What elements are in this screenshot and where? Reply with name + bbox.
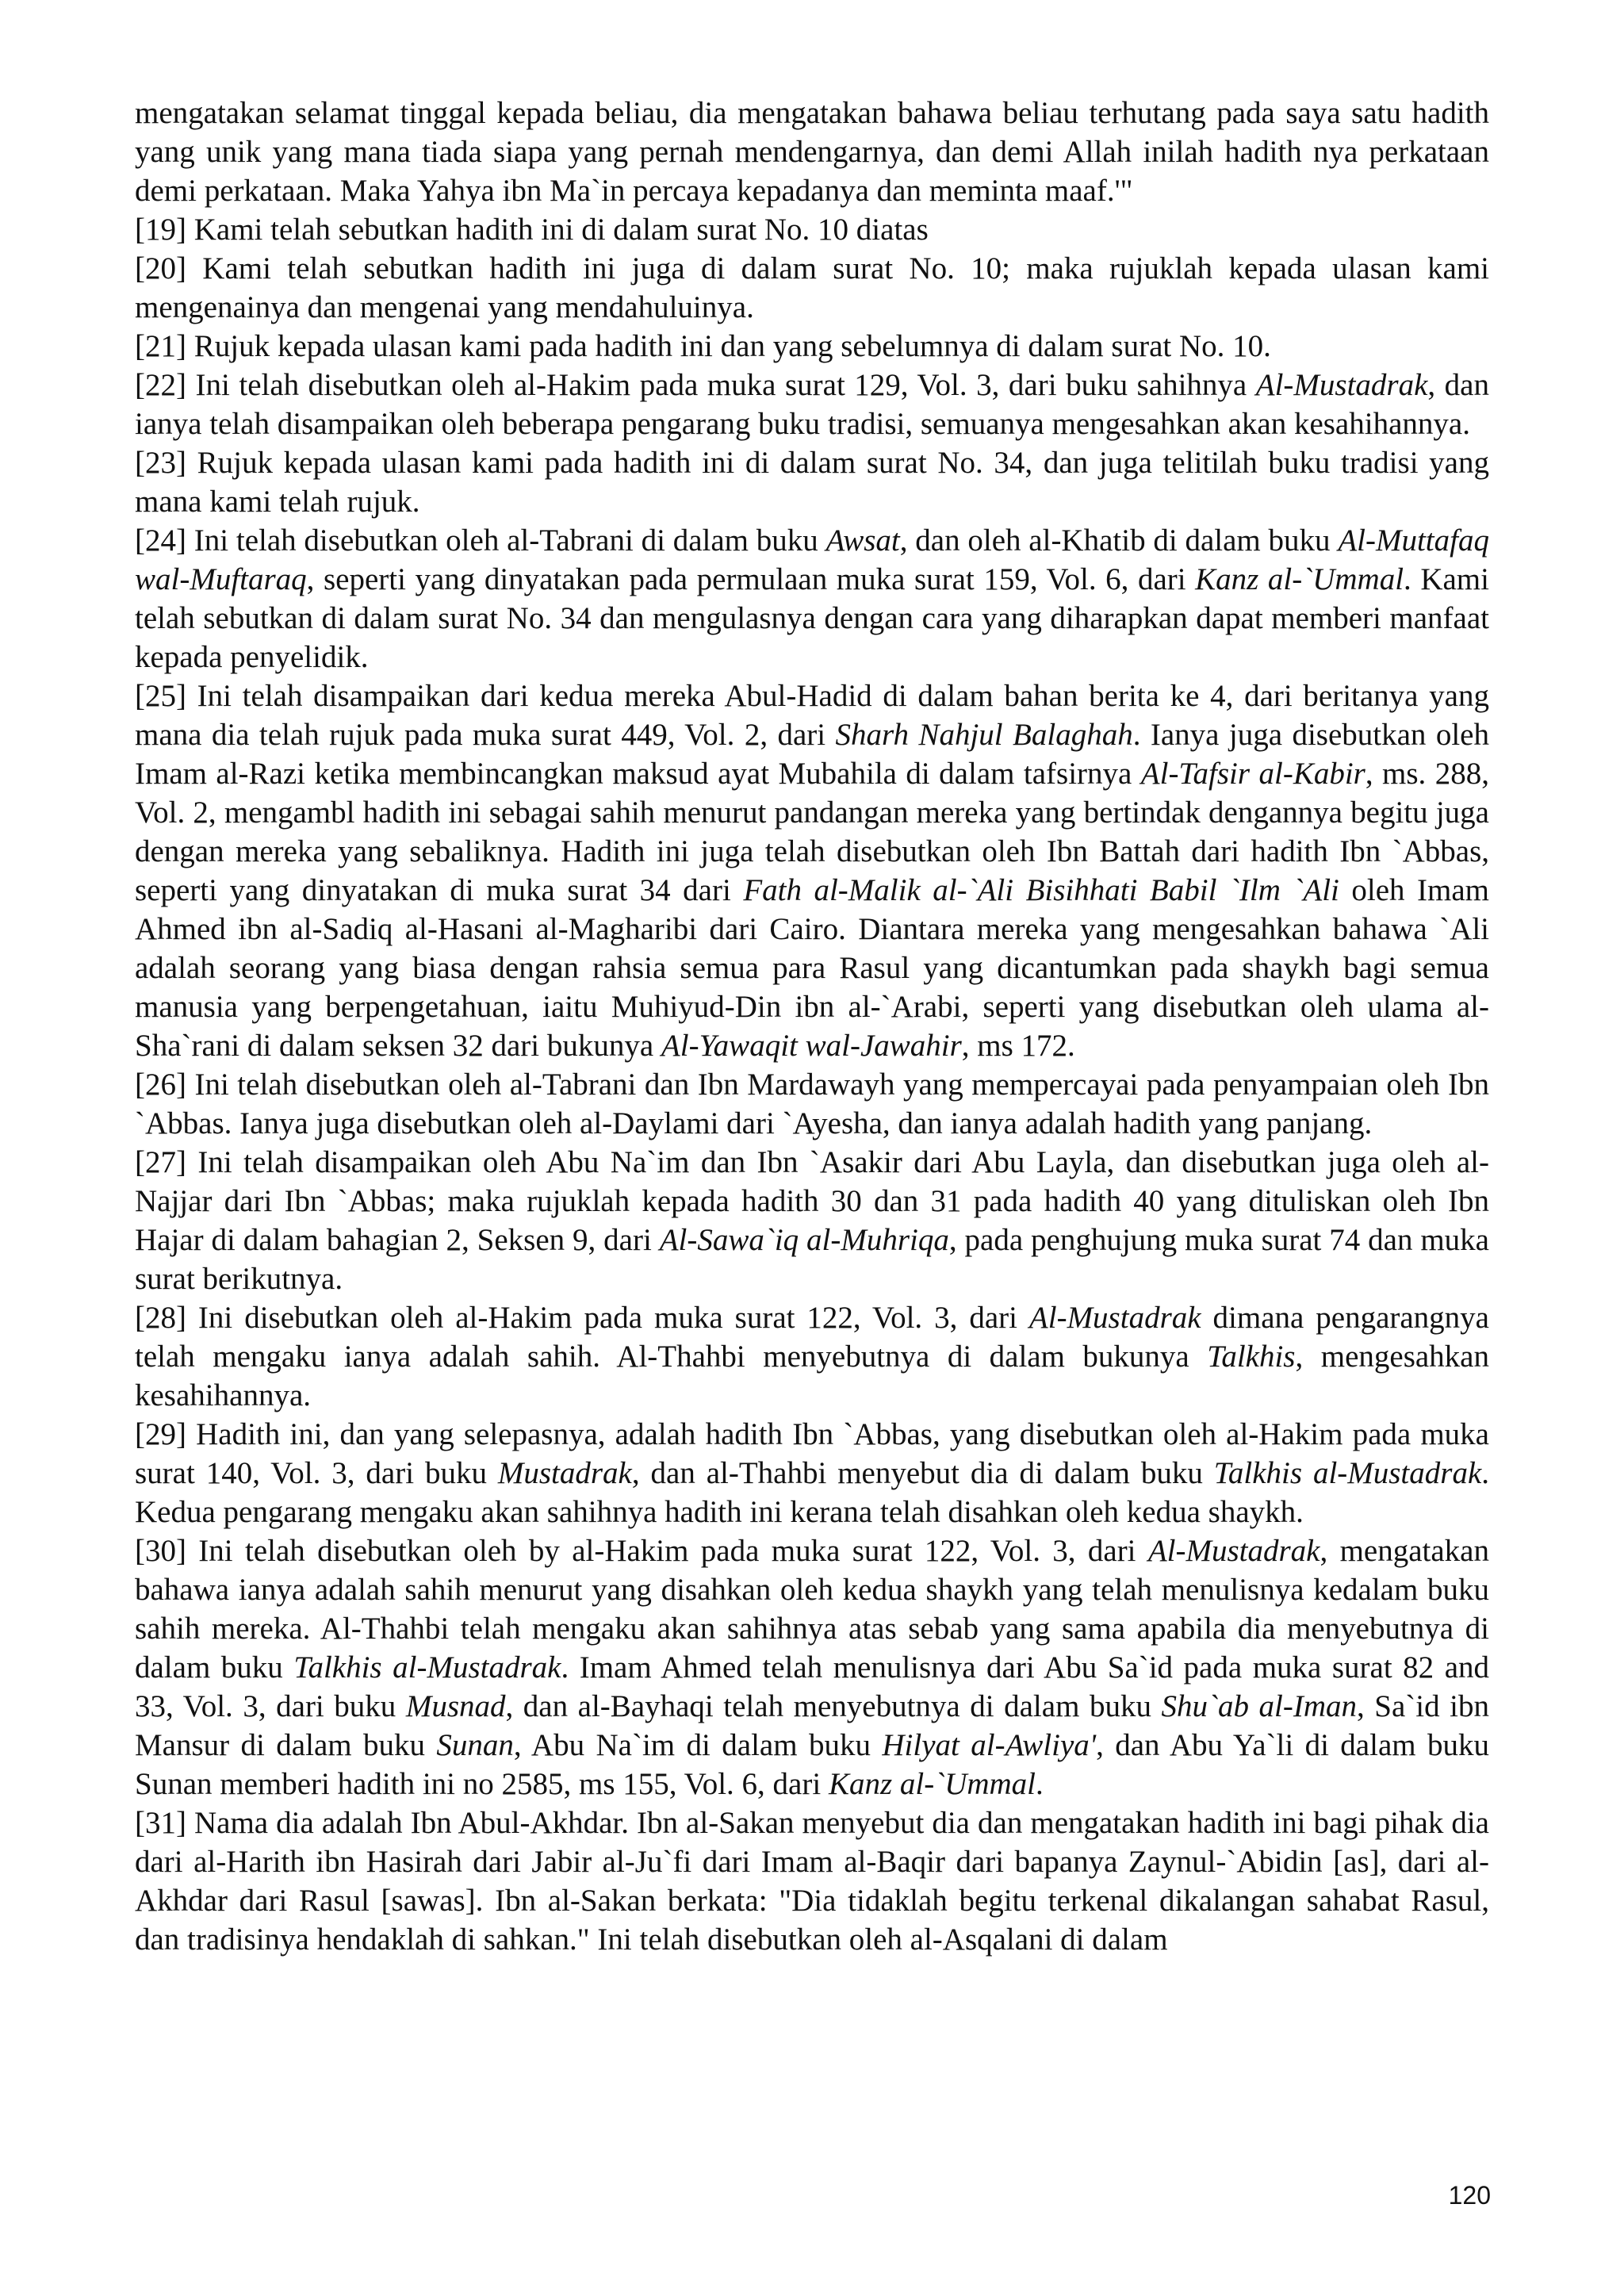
footnote-paragraph <box>135 443 1489 521</box>
footnote-paragraph <box>135 366 1489 443</box>
text-run: [29] Hadith ini, dan yang selepasnya, adalah hadith Ibn `Abbas, yang disebutkan oleh al-Hakim pada muka surat 140, Vol. 3, dari buku <box>135 1417 1489 1490</box>
text-run: , pada penghujung muka surat 74 dan muka surat berikutnya. <box>135 1223 1489 1296</box>
book-title-italic: Hilyat al-Awliya' <box>882 1728 1097 1762</box>
text-run: dimana pengarangnya telah mengaku ianya adalah sahih. Al-Thahbi menyebutnya di dalam bukunya <box>135 1301 1489 1374</box>
text-run: . Kedua pengarang mengaku akan sahihnya hadith ini kerana telah disahkan oleh kedua shaykh. <box>135 1456 1490 1529</box>
text-run: , dan al-Thahbi menyebut dia di dalam buku <box>631 1456 1214 1490</box>
book-title-italic: Sharh Nahjul Balaghah <box>835 718 1133 752</box>
text-run: [21] Rujuk kepada ulasan kami pada hadith ini dan yang sebelumnya di dalam surat No. 10. <box>135 329 1271 363</box>
book-title-italic: Al-Tafsir al-Kabir <box>1140 757 1365 791</box>
text-run: oleh Imam Ahmed ibn al-Sadiq al-Hasani al-Magharibi dari Cairo. Diantara mereka yang mengesahkan bahawa `Ali adalah seorang yang biasa dengan rahsia semua para Rasul yang dicantumkan pada shaykh bagi semua manusia yang berpengetahuan, iaitu Muhiyud-Din ibn al-`Arabi, seperti yang disebutkan oleh ulama al-Sha`rani di dalam seksen 32 dari bukunya <box>135 873 1489 1063</box>
book-title-italic: Kanz al-`Ummal <box>1195 562 1404 596</box>
book-title-italic: Al-Muttafaq wal-Muftaraq <box>135 523 1489 596</box>
book-title-italic: Al-Sawa`iq al-Muhriqa <box>659 1223 949 1257</box>
footnote-paragraph <box>135 1415 1489 1531</box>
text-run: [27] Ini telah disampaikan oleh Abu Na`im dan Ibn `Asakir dari Abu Layla, dan disebutkan juga oleh al-Najjar dari Ibn `Abbas; maka rujuklah kepada hadith 30 dan 31 pada hadith 40 yang dituliskan oleh Ibn Hajar di dalam bahagian 2, Seksen 9, dari <box>135 1145 1489 1257</box>
text-run: , ms 172. <box>961 1029 1075 1063</box>
text-run: [30] Ini telah disebutkan oleh by al-Hakim pada muka surat 122, Vol. 3, dari <box>135 1534 1148 1568</box>
text-run: , mengatakan bahawa ianya adalah sahih menurut yang disahkan oleh kedua shaykh yang telah menulisnya kedalam buku sahih mereka. Al-Thahbi telah mengaku akan sahihnya atas sebab yang sama apabila dia menyebutnya di dalam buku <box>135 1534 1489 1685</box>
footnote-paragraph <box>135 677 1489 1065</box>
text-run: [20] Kami telah sebutkan hadith ini juga di dalam surat No. 10; maka rujuklah kepada ulasan kami mengenainya dan mengenai yang mendahuluinya. <box>135 251 1489 324</box>
book-title-italic: Awsat <box>825 523 900 558</box>
footnote-paragraph <box>135 327 1489 366</box>
text-run: [26] Ini telah disebutkan oleh al-Tabrani dan Ibn Mardawayh yang mempercayai pada penyampaian oleh Ibn `Abbas. Ianya juga disebutkan oleh al-Daylami dari `Ayesha, dan ianya adalah hadith yang panjang. <box>135 1068 1489 1140</box>
book-title-italic: Talkhis <box>1207 1340 1296 1374</box>
text-run: , mengesahkan kesahihannya. <box>135 1340 1489 1412</box>
book-title-italic: Kanz al-`Ummal <box>828 1767 1036 1801</box>
footnote-paragraph <box>135 1065 1489 1143</box>
book-title-italic: Al-Mustadrak <box>1147 1534 1320 1568</box>
book-title-italic: Al-Mustadrak <box>1255 368 1428 402</box>
document-body <box>135 94 1489 1959</box>
text-run: mengatakan selamat tinggal kepada beliau, dia mengatakan bahawa beliau terhutang pada saya satu hadith yang unik yang mana tiada siapa yang pernah mendengarnya, dan demi Allah inilah hadith nya perkataan demi perkataan. Maka Yahya ibn Ma`in percaya kepadanya dan meminta maaf.'" <box>135 96 1489 208</box>
footnote-paragraph <box>135 1298 1489 1415</box>
book-title-italic: Talkhis al-Mustadrak <box>1213 1456 1482 1490</box>
text-run: . Ianya juga disebutkan oleh Imam al-Razi ketika membincangkan maksud ayat Mubahila di dalam tafsirnya <box>135 718 1489 791</box>
book-title-italic: Talkhis al-Mustadrak <box>293 1650 561 1685</box>
footnote-paragraph <box>135 249 1489 327</box>
text-run: , dan oleh al-Khatib di dalam buku <box>899 523 1339 558</box>
page-number: 120 <box>1448 2181 1491 2210</box>
book-title-italic: Fath al-Malik al-`Ali Bisihhati Babil `Ilm `Ali <box>743 873 1339 907</box>
text-run: [31] Nama dia adalah Ibn Abul-Akhdar. Ibn al-Sakan menyebut dia dan mengatakan hadith ini bagi pihak dia dari al-Harith ibn Hasirah dari Jabir al-Ju`fi dari Imam al-Baqir dari bapanya Zaynul-`Abidin [as], dari al-Akhdar dari Rasul [sawas]. Ibn al-Sakan berkata: "Dia tidaklah begitu terkenal dikalangan sahabat Rasul, dan tradisinya hendaklah di sahkan." Ini telah disebutkan oleh al-Asqalani di dalam <box>135 1806 1489 1957</box>
text-run: [22] Ini telah disebutkan oleh al-Hakim pada muka surat 129, Vol. 3, dari buku sahihnya <box>135 368 1256 402</box>
footnote-paragraph <box>135 1531 1489 1803</box>
text-run: , seperti yang dinyatakan pada permulaan muka surat 159, Vol. 6, dari <box>306 562 1196 596</box>
text-run: , ms. 288, Vol. 2, mengambl hadith ini sebagai sahih menurut pandangan mereka yang bertindak dengannya begitu juga dengan mereka yang sebaliknya. Hadith ini juga telah disebutkan oleh Ibn Battah dari hadith Ibn `Abbas, seperti yang dinyatakan di muka surat 34 dari <box>135 757 1489 907</box>
text-run: [24] Ini telah disebutkan oleh al-Tabrani di dalam buku <box>135 523 826 558</box>
book-title-italic: Al-Yawaqit wal-Jawahir <box>661 1029 962 1063</box>
footnote-paragraph <box>135 1803 1489 1959</box>
text-run: . <box>1036 1767 1044 1801</box>
text-run: , Sa`id ibn Mansur di dalam buku <box>135 1689 1489 1762</box>
book-title-italic: Shu`ab al-Iman <box>1161 1689 1357 1723</box>
footnote-paragraph <box>135 210 1489 249</box>
text-run: , dan ianya telah disampaikan oleh beberapa pengarang buku tradisi, semuanya mengesahkan akan kesahihannya. <box>135 368 1489 441</box>
text-run: [23] Rujuk kepada ulasan kami pada hadith ini di dalam surat No. 34, dan juga telitilah buku tradisi yang mana kami telah rujuk. <box>135 446 1489 519</box>
footnote-paragraph <box>135 1143 1489 1298</box>
text-run: . Kami telah sebutkan di dalam surat No. 34 dan mengulasnya dengan cara yang diharapkan dapat memberi manfaat kepada penyelidik. <box>135 562 1489 674</box>
text-run: [25] Ini telah disampaikan dari kedua mereka Abul-Hadid di dalam bahan berita ke 4, dari beritanya yang mana dia telah rujuk pada muka surat 449, Vol. 2, dari <box>135 679 1489 752</box>
text-run: [19] Kami telah sebutkan hadith ini di dalam surat No. 10 diatas <box>135 213 929 247</box>
text-run: , Abu Na`im di dalam buku <box>513 1728 883 1762</box>
continuation-paragraph <box>135 94 1489 210</box>
text-run: , dan Abu Ya`li di dalam buku Sunan memberi hadith ini no 2585, ms 155, Vol. 6, dari <box>135 1728 1490 1801</box>
text-run: [28] Ini disebutkan oleh al-Hakim pada muka surat 122, Vol. 3, dari <box>135 1301 1029 1335</box>
book-title-italic: Sunan <box>436 1728 514 1762</box>
text-run: . Imam Ahmed telah menulisnya dari Abu Sa`id pada muka surat 82 and 33, Vol. 3, dari buku <box>135 1650 1490 1723</box>
book-title-italic: Al-Mustadrak <box>1028 1301 1201 1335</box>
text-run: , dan al-Bayhaqi telah menyebutnya di dalam buku <box>505 1689 1162 1723</box>
book-title-italic: Musnad <box>405 1689 506 1723</box>
book-title-italic: Mustadrak <box>497 1456 632 1490</box>
footnote-paragraph <box>135 521 1489 677</box>
